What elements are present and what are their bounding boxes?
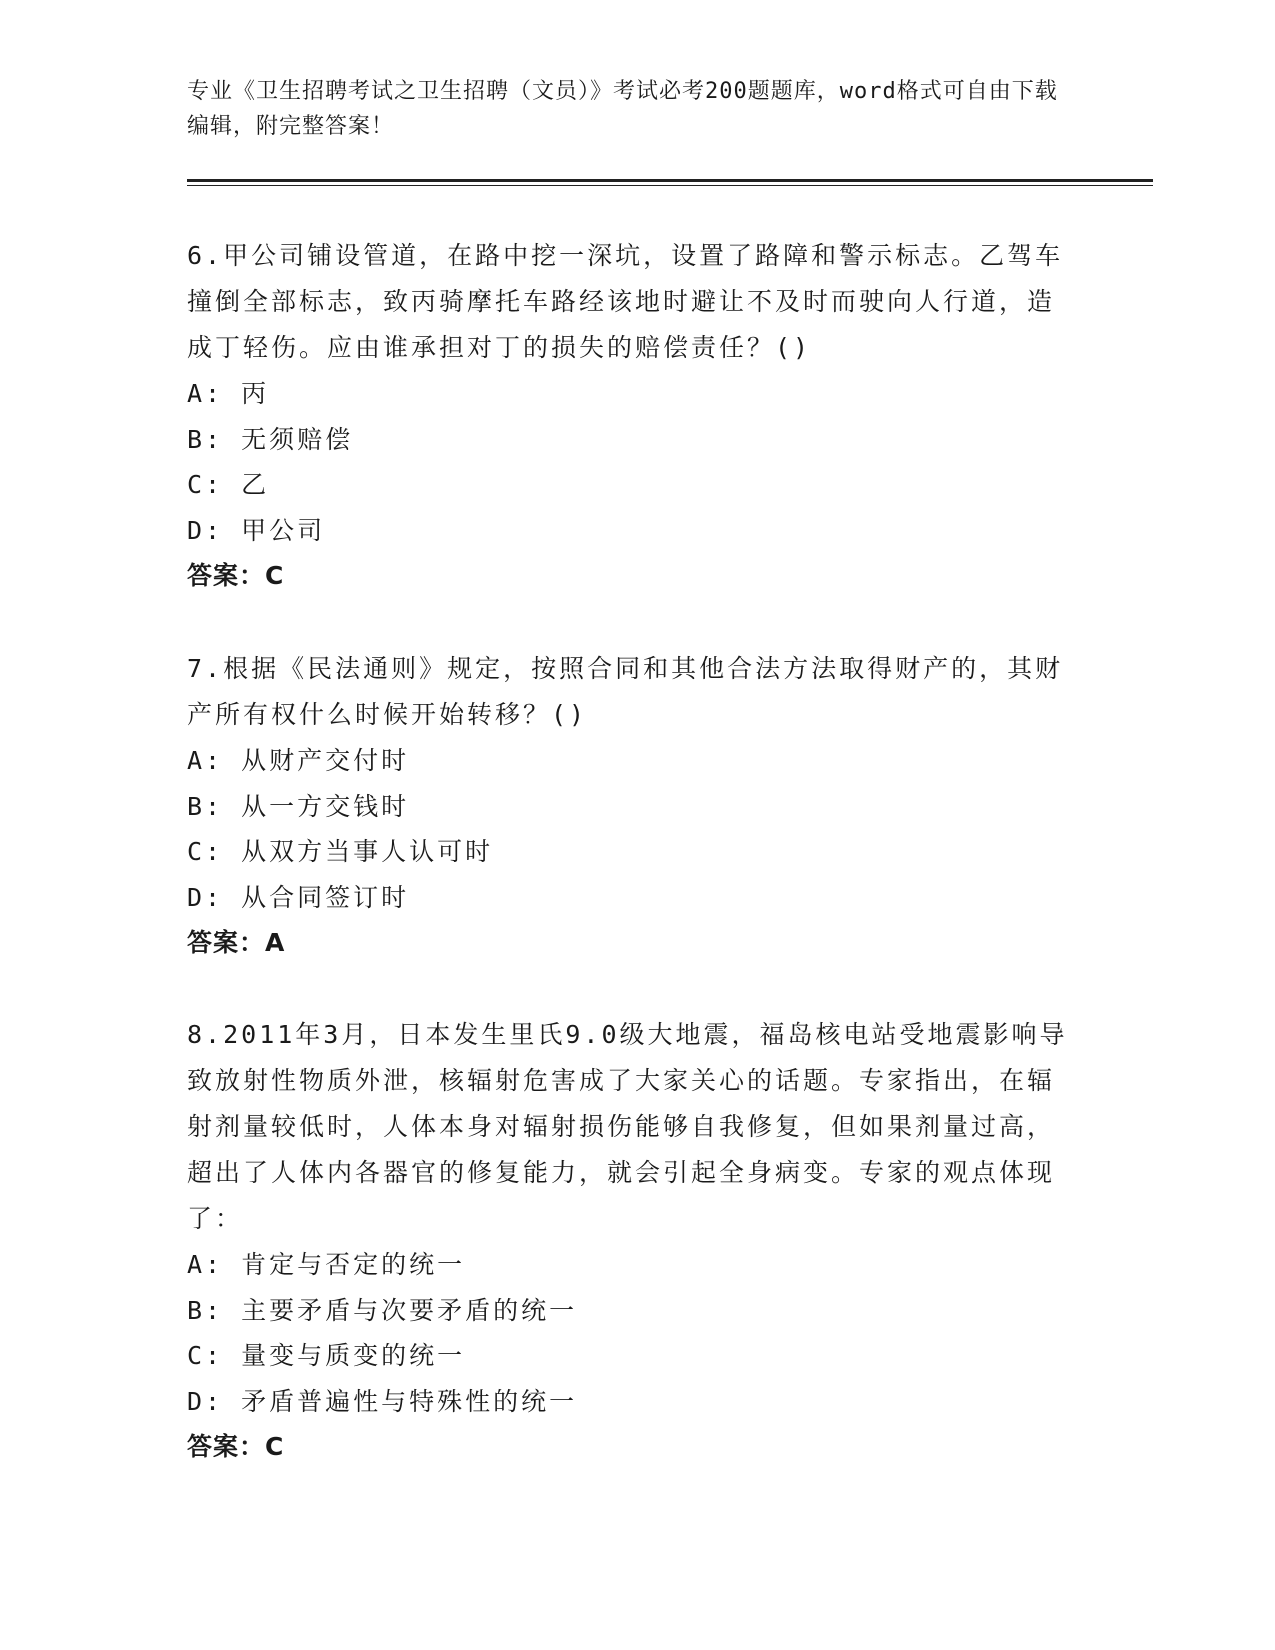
- option-a: A: 丙: [187, 379, 270, 408]
- question-8: [187, 1012, 1077, 1470]
- question-7: [187, 646, 1077, 966]
- answer-label: 答案：C: [187, 561, 285, 590]
- header-divider-thick: [187, 179, 1153, 182]
- option-d: D: 甲公司: [187, 515, 326, 545]
- option-b: B: 从一方交钱时: [187, 791, 410, 821]
- option-c: C: 乙: [187, 470, 270, 499]
- option-d: D: 矛盾普遍性与特殊性的统一: [187, 1386, 578, 1416]
- option-b: B: 主要矛盾与次要矛盾的统一: [187, 1295, 578, 1325]
- option-d: D: 从合同签订时: [187, 882, 410, 912]
- option-b: B: 无须赔偿: [187, 424, 354, 454]
- question-6: [187, 233, 1077, 599]
- answer-label: 答案：A: [187, 928, 286, 957]
- option-a: A: 从财产交付时: [187, 746, 410, 775]
- option-c: C: 量变与质变的统一: [187, 1341, 466, 1370]
- option-a: A: 肯定与否定的统一: [187, 1250, 466, 1279]
- header-divider-thin: [187, 185, 1153, 186]
- answer-label: 答案：C: [187, 1432, 285, 1461]
- question-stem: 8.2011年3月，日本发生里氏9.0级大地震，福岛核电站受地震影响导致放射性物质外泄，核辐射危害成了大家关心的话题。专家指出，在辐射剂量较低时，人体本身对辐射损伤能够自我修复，但如果剂量过高，超出了人体内各器官的修复能力，就会引起全身病变。专家的观点体现了：: [187, 1020, 1068, 1233]
- option-c: C: 从双方当事人认可时: [187, 837, 494, 866]
- document-header: 专业《卫生招聘考试之卫生招聘（文员）》考试必考200题题库，word格式可自由下载编辑，附完整答案！: [187, 79, 1058, 139]
- question-stem: 6.甲公司铺设管道，在路中挖一深坑，设置了路障和警示标志。乙驾车撞倒全部标志，致丙骑摩托车路经该地时避让不及时而驶向人行道，造成丁轻伤。应由谁承担对丁的损失的赔偿责任？(): [187, 241, 1064, 362]
- question-stem: 7.根据《民法通则》规定，按照合同和其他合法方法取得财产的，其财产所有权什么时候开始转移？(): [187, 654, 1064, 729]
